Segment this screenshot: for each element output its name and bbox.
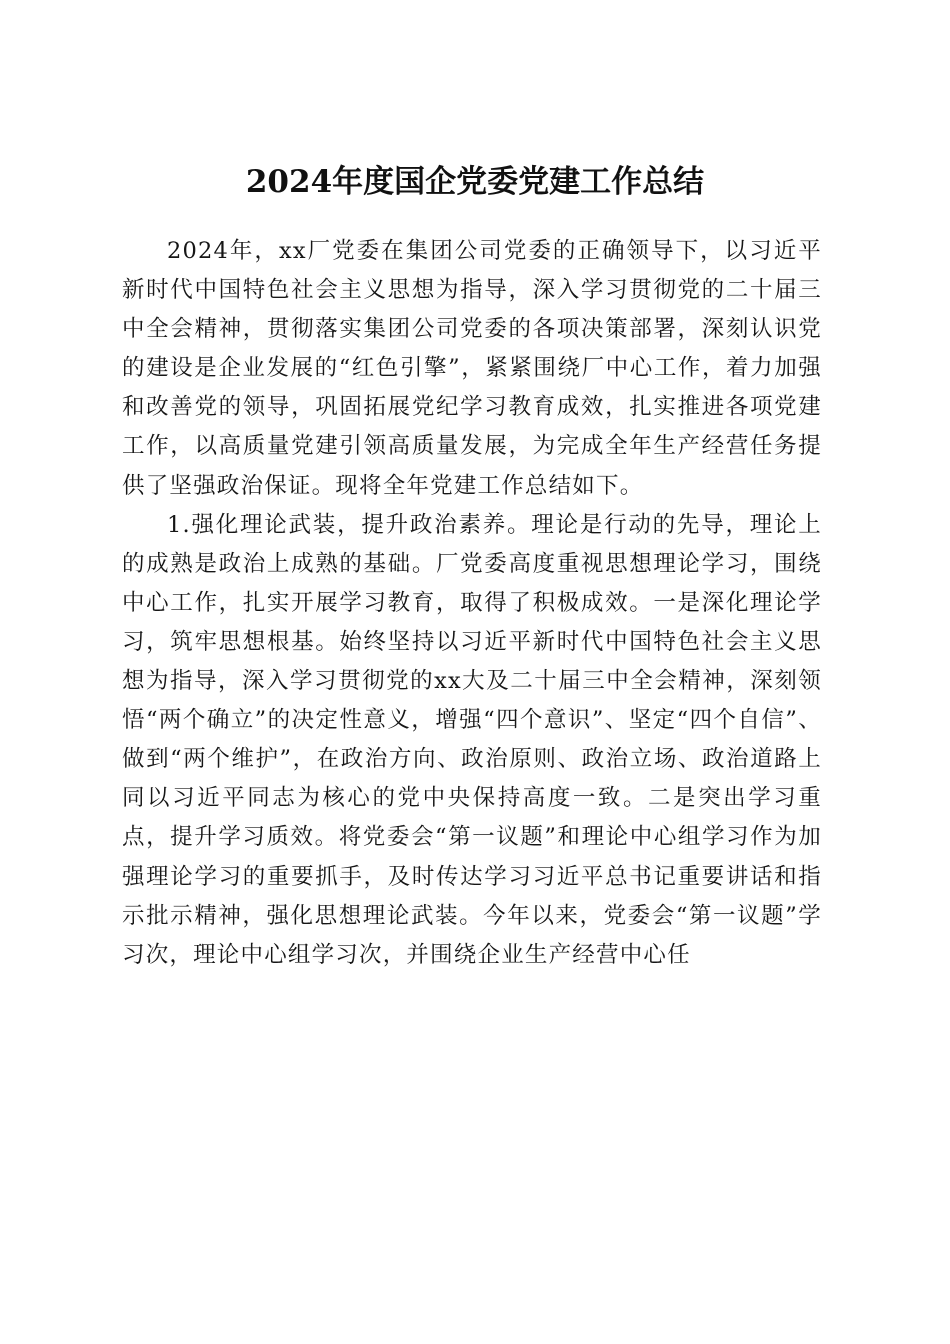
document-body	[122, 232, 822, 975]
document-title: 2024年度国企党委党建工作总结	[245, 163, 705, 200]
paragraph-section-1: 1.强化理论武装，提升政治素养。理论是行动的先导，理论上的成熟是政治上成熟的基础。厂党委高度重视思想理论学习，围绕中心工作，扎实开展学习教育，取得了积极成效。一是深化理论学习，筑牢思想根基。始终坚持以习近平新时代中国特色社会主义思想为指导，深入学习贯彻党的xx大及二十届三中全会精神，深刻领悟“两个确立”的决定性意义，增强“四个意识”、坚定“四个自信”、做到“两个维护”，在政治方向、政治原则、政治立场、政治道路上同以习近平同志为核心的党中央保持高度一致。二是突出学习重点，提升学习质效。将党委会“第一议题”和理论中心组学习作为加强理论学习的重要抓手，及时传达学习习近平总书记重要讲话和指示批示精神，强化思想理论武装。今年以来，党委会“第一议题”学习次，理论中心组学习次，并围绕企业生产经营中心任	[122, 511, 822, 968]
paragraph-intro: 2024年，xx厂党委在集团公司党委的正确领导下，以习近平新时代中国特色社会主义思想为指导，深入学习贯彻党的二十届三中全会精神，贯彻落实集团公司党委的各项决策部署，深刻认识党的建设是企业发展的“红色引擎”，紧紧围绕厂中心工作，着力加强和改善党的领导，巩固拓展党纪学习教育成效，扎实推进各项党建工作，以高质量党建引领高质量发展，为完成全年生产经营任务提供了坚强政治保证。现将全年党建工作总结如下。	[122, 238, 822, 499]
